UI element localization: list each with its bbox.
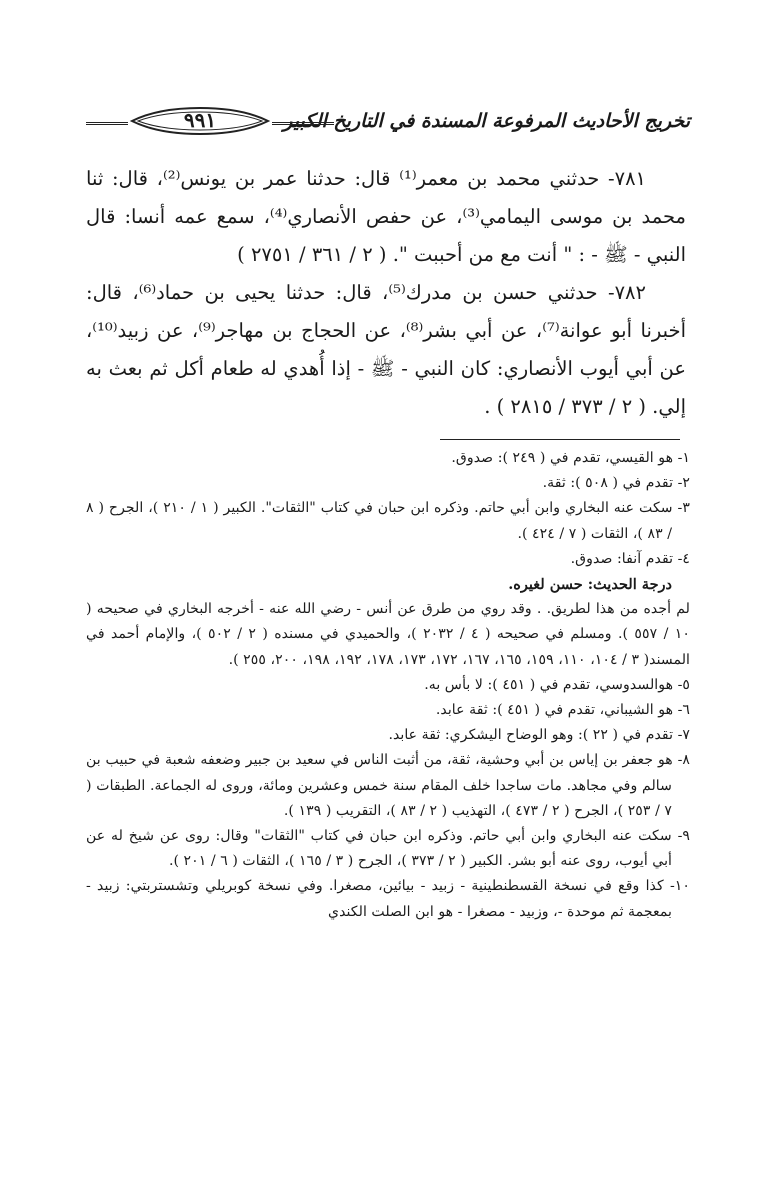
footnote-1: ١- هو القيسي، تقدم في ( ٢٤٩ ): صدوق. bbox=[451, 450, 690, 466]
footnote-3: ٣- سكت عنه البخاري وابن أبي حاتم. وذكره ابن حبان في كتاب "الثقات". الكبير ( ١ / ٢١٠ )، الجرح ( ٨ / ٨٣ )، الثقات ( ٧ / ٤٢٤ ). bbox=[86, 500, 690, 542]
header-rule-end bbox=[86, 122, 128, 125]
running-title: تخريج الأحاديث المرفوعة المسندة في التاريخ الكبير bbox=[283, 110, 690, 132]
footnotes bbox=[86, 446, 690, 925]
footnote-7: ٧- تقدم في ( ٢٢ ): وهو الوضاح اليشكري: ثقة عابد. bbox=[388, 727, 690, 744]
page-number-badge bbox=[128, 106, 272, 136]
footnote-10: ١٠- كذا وقع في نسخة القسطنطينية - زبيد - بيائين، مصغرا. وفي نسخة كوبريلي وتشستربتي: زبيد - بمعجمة ثم موحدة -، وزبيد - مصغرا - هو ابن الصلت الكندي bbox=[86, 878, 690, 920]
hadith-grade-text: لم أجده من هذا لطريق. . وقد روي من طرق عن أنس - رضي الله عنه - أخرجه البخاري في صحيحه ( ١٠ / ٥٥٧ ). ومسلم في صحيحه ( ٤ / ٢٠٣٢ )، والحميدي في مسنده ( ٢ / ٥٠٢ )، والإمام أحمد في المسند( ٣ / ١٠٤، ١١٠، ١٥٩، ١٦٥، ١٦٧، ١٧٢، ١٧٣، ١٧٨، ١٩٢، ١٩٨، ٢٠٠، ٢٥٥ ). bbox=[86, 601, 690, 668]
hadith-782: ٧٨٢- حدثني حسن بن مدرك⁽⁵⁾، قال: حدثنا يحيى بن حماد⁽⁶⁾، قال: أخبرنا أبو عوانة⁽⁷⁾، عن أبي بشر⁽⁸⁾، عن الحجاج بن مهاجر⁽⁹⁾، عن زبيد⁽¹⁰⁾، عن أبي أيوب الأنصاري: كان النبي - ﷺ - إذا أُهدي له طعام أكل ثم بعث به إلي. ( ٢ / ٣٧٣ / ٢٨١٥ ) . bbox=[86, 281, 686, 418]
footnote-6: ٦- هو الشيباني، تقدم في ( ٤٥١ ): ثقة عابد. bbox=[435, 702, 690, 719]
page-header bbox=[86, 104, 690, 144]
header-rule bbox=[272, 122, 334, 125]
footnote-8: ٨- هو جعفر بن إياس بن أبي وحشية، ثقة، من أثبت الناس في سعيد بن جبير وضعفه شعبة في حبيب بن سالم وفي مجاهد. مات ساجدا خلف المقام سنة خمس وعشرين ومائة، وروى له الجماعة. الطبقات ( ٧ / ٢٥٣ )، الجرح ( ٢ / ٤٧٣ )، التهذيب ( ٢ / ٨٣ )، التقريب ( ١٣٩ ). bbox=[86, 752, 690, 819]
hadith-781: ٧٨١- حدثني محمد بن معمر⁽¹⁾ قال: حدثنا عمر بن يونس⁽²⁾، قال: ثنا محمد بن موسى اليمامي⁽³⁾، عن حفص الأنصاري⁽⁴⁾، سمع عمه أنسا: قال النبي - ﷺ - : " أنت مع من أحببت ". ( ٢ / ٣٦١ / ٢٧٥١ ) bbox=[86, 167, 686, 266]
page-number: ٩٩١ bbox=[183, 108, 217, 132]
hadith-grade-title: درجة الحديث: حسن لغيره. bbox=[508, 576, 672, 594]
footnote-2: ٢- تقدم في ( ٥٠٨ ): ثقة. bbox=[542, 475, 690, 492]
footnote-divider bbox=[440, 439, 680, 440]
footnote-9: ٩- سكت عنه البخاري وابن أبي حاتم. وذكره ابن حبان في كتاب "الثقات" وقال: روى عن شيخ له عن أبي أيوب، روى عنه أبو بشر. الكبير ( ٢ / ٣٧٣ )، الجرح ( ٣ / ١٦٥ )، الثقات ( ٦ / ٢٠١ ). bbox=[86, 828, 690, 870]
main-text bbox=[86, 160, 686, 426]
footnote-5: ٥- هوالسدوسي، تقدم في ( ٤٥١ ): لا بأس به. bbox=[424, 676, 690, 693]
footnote-4: ٤- تقدم آنفا: صدوق. bbox=[570, 550, 690, 567]
